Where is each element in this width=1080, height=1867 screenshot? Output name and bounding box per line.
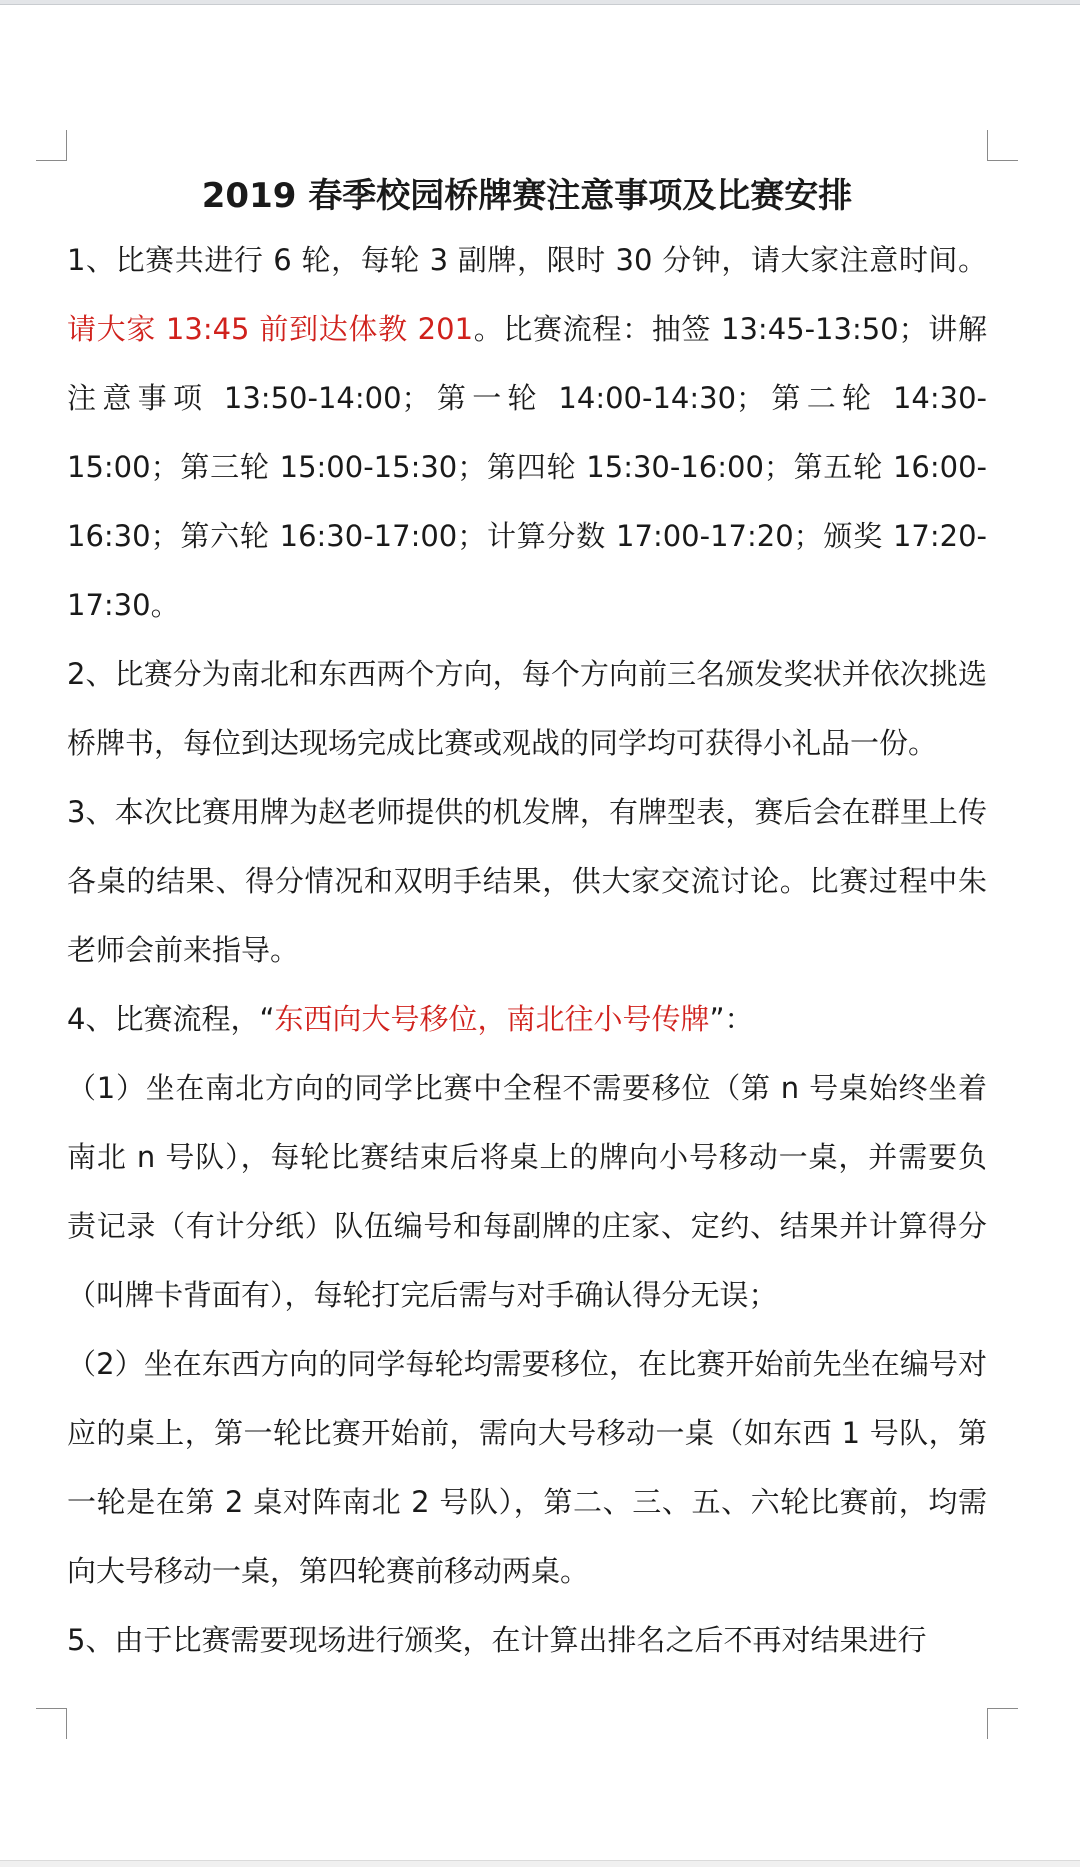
paragraph-4 xyxy=(67,985,987,1054)
bottom-edge xyxy=(0,1860,1080,1867)
paragraph-4-prefix: 4、比赛流程，“ xyxy=(67,1002,275,1036)
top-status-strip xyxy=(0,0,1080,5)
paragraph-4-item-1: （1）坐在南北方向的同学比赛中全程不需要移位（第 n 号桌始终坐着南北 n 号队），每轮比赛结束后将桌上的牌向小号移动一桌，并需要负责记录（有计分纸）队伍编号和每副牌的庄家、定约、结果并计算得分（叫牌卡背面有），每轮打完后需与对手确认得分无误； xyxy=(67,1071,987,1312)
paragraph-5: 5、由于比赛需要现场进行颁奖，在计算出排名之后不再对结果进行 xyxy=(67,1623,927,1657)
document-title: 2019 春季校园桥牌赛注意事项及比赛安排 xyxy=(201,176,853,216)
page-corner-mark-top-left xyxy=(36,130,67,161)
document-page xyxy=(67,166,987,1666)
page-corner-mark-bottom-right xyxy=(987,1708,1018,1739)
page-corner-mark-bottom-left xyxy=(36,1708,67,1739)
paragraph-4-suffix: ”： xyxy=(709,1002,754,1036)
paragraph-1 xyxy=(67,226,987,640)
movement-rule-highlight: 东西向大号移位，南北往小号传牌 xyxy=(274,1002,710,1036)
paragraph-3: 3、本次比赛用牌为赵老师提供的机发牌，有牌型表，赛后会在群里上传各桌的结果、得分情况和双明手结果，供大家交流讨论。比赛过程中朱老师会前来指导。 xyxy=(67,795,987,967)
page-corner-mark-top-right xyxy=(987,130,1018,161)
paragraph-1-intro: 1、比赛共进行 6 轮，每轮 3 副牌，限时 30 分钟，请大家注意时间。 xyxy=(67,243,987,277)
paragraph-1-schedule: 。比赛流程：抽签 13:45-13:50；讲解注意事项 13:50-14:00；第一轮 14:00-14:30；第二轮 14:30-15:00；第三轮 15:00-15:30；第四轮 15:30-16:00；第五轮 16:00-16:30；第六轮 16:30-17:00；计算分数 17:00-17:20；颁奖 17:20-17:30。 xyxy=(67,312,987,622)
paragraph-4-item-2: （2）坐在东西方向的同学每轮均需要移位，在比赛开始前先坐在编号对应的桌上，第一轮比赛开始前，需向大号移动一桌（如东西 1 号队，第一轮是在第 2 桌对阵南北 2 号队），第二、三、五、六轮比赛前，均需向大号移动一桌，第四轮赛前移动两桌。 xyxy=(67,1347,987,1588)
arrival-notice: 请大家 13:45 前到达体教 201 xyxy=(67,312,474,346)
paragraph-2: 2、比赛分为南北和东西两个方向，每个方向前三名颁发奖状并依次挑选桥牌书，每位到达现场完成比赛或观战的同学均可获得小礼品一份。 xyxy=(67,657,987,760)
